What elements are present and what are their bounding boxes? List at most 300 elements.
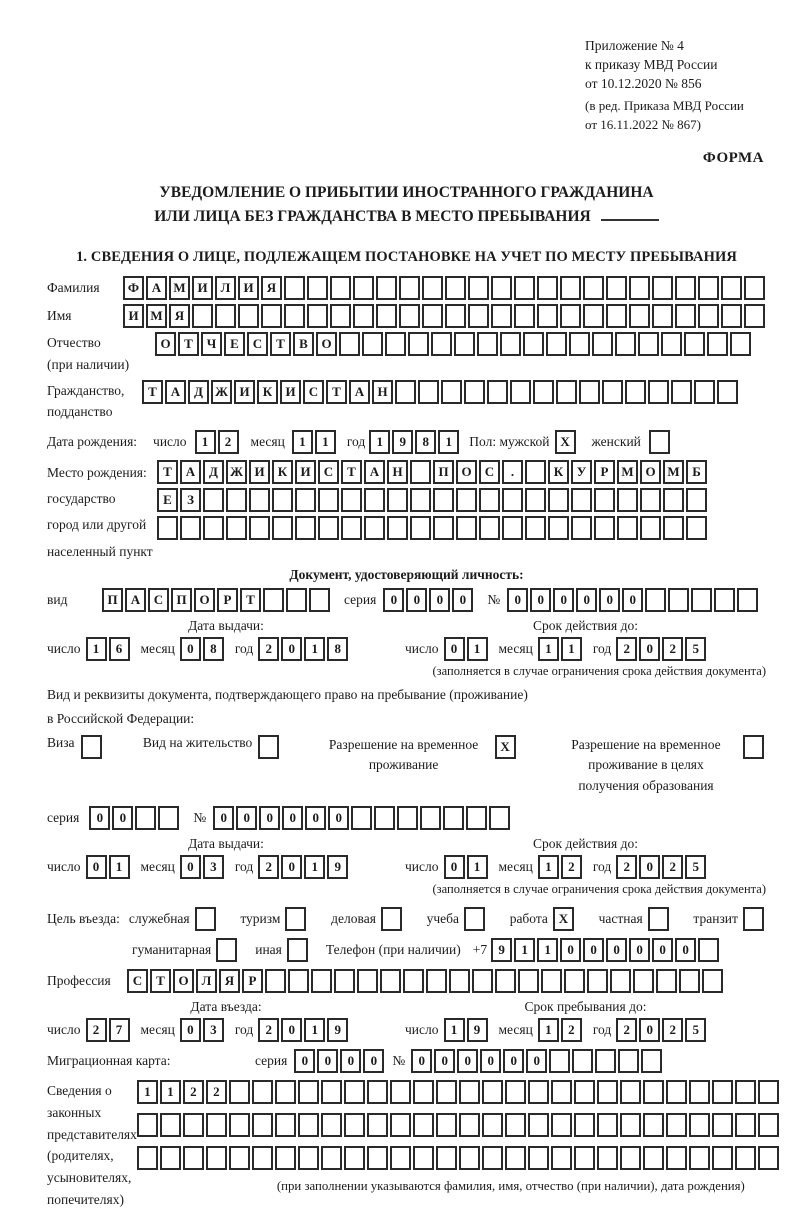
char-box[interactable]: Л — [215, 276, 236, 300]
purpose-tourism-checkbox[interactable] — [285, 907, 308, 931]
char-box[interactable] — [666, 1146, 687, 1170]
char-box[interactable] — [618, 1049, 639, 1073]
char-box[interactable] — [420, 806, 441, 830]
char-box[interactable] — [238, 304, 259, 328]
char-box[interactable] — [252, 1113, 273, 1137]
char-box[interactable] — [491, 276, 512, 300]
char-box[interactable]: 3 — [203, 1018, 224, 1042]
char-box[interactable] — [330, 304, 351, 328]
char-box[interactable] — [431, 332, 452, 356]
char-box[interactable] — [341, 516, 362, 540]
char-box[interactable]: 7 — [109, 1018, 130, 1042]
char-box[interactable]: 0 — [281, 1018, 302, 1042]
char-box[interactable]: 0 — [89, 806, 110, 830]
char-box[interactable] — [195, 907, 216, 931]
char-box[interactable]: Р — [594, 460, 615, 484]
char-box[interactable]: 1 — [514, 938, 535, 962]
char-box[interactable] — [615, 332, 636, 356]
char-box[interactable]: С — [303, 380, 324, 404]
char-box[interactable] — [689, 1146, 710, 1170]
char-box[interactable] — [364, 488, 385, 512]
char-box[interactable] — [433, 488, 454, 512]
char-box[interactable]: 1 — [369, 430, 390, 454]
char-box[interactable]: 0 — [480, 1049, 501, 1073]
char-box[interactable] — [479, 488, 500, 512]
char-box[interactable] — [652, 276, 673, 300]
char-box[interactable] — [663, 516, 684, 540]
char-box[interactable] — [537, 304, 558, 328]
char-box[interactable] — [649, 430, 670, 454]
char-box[interactable]: О — [173, 969, 194, 993]
char-box[interactable]: 2 — [561, 855, 582, 879]
char-box[interactable]: X — [555, 430, 576, 454]
char-box[interactable]: Т — [341, 460, 362, 484]
char-box[interactable]: И — [249, 460, 270, 484]
char-box[interactable]: 0 — [282, 806, 303, 830]
char-box[interactable]: 9 — [392, 430, 413, 454]
char-box[interactable] — [180, 516, 201, 540]
char-box[interactable]: 1 — [561, 637, 582, 661]
char-box[interactable]: 1 — [538, 1018, 559, 1042]
char-box[interactable] — [597, 1113, 618, 1137]
char-box[interactable]: О — [640, 460, 661, 484]
char-box[interactable] — [295, 488, 316, 512]
char-box[interactable]: 0 — [576, 588, 597, 612]
char-box[interactable]: К — [272, 460, 293, 484]
char-box[interactable]: И — [234, 380, 255, 404]
char-box[interactable]: Ч — [201, 332, 222, 356]
char-box[interactable] — [633, 969, 654, 993]
char-box[interactable]: Ф — [123, 276, 144, 300]
char-box[interactable] — [645, 588, 666, 612]
char-box[interactable]: У — [571, 460, 592, 484]
char-box[interactable]: 5 — [685, 855, 706, 879]
char-box[interactable] — [663, 488, 684, 512]
char-box[interactable]: 0 — [429, 588, 450, 612]
char-box[interactable] — [413, 1080, 434, 1104]
char-box[interactable] — [287, 938, 308, 962]
char-box[interactable] — [339, 332, 360, 356]
char-box[interactable]: 1 — [444, 1018, 465, 1042]
char-box[interactable] — [606, 304, 627, 328]
char-box[interactable]: 0 — [444, 637, 465, 661]
char-box[interactable] — [318, 488, 339, 512]
char-box[interactable] — [620, 1080, 641, 1104]
char-box[interactable]: К — [548, 460, 569, 484]
char-box[interactable] — [137, 1146, 158, 1170]
char-box[interactable] — [295, 516, 316, 540]
char-box[interactable] — [691, 588, 712, 612]
purpose-work-checkbox[interactable] — [553, 907, 576, 931]
char-box[interactable]: А — [146, 276, 167, 300]
char-box[interactable] — [684, 332, 705, 356]
char-box[interactable] — [410, 460, 431, 484]
char-box[interactable] — [364, 516, 385, 540]
char-box[interactable] — [479, 516, 500, 540]
char-box[interactable] — [491, 304, 512, 328]
char-box[interactable] — [422, 276, 443, 300]
char-box[interactable]: Р — [217, 588, 238, 612]
char-box[interactable]: М — [169, 276, 190, 300]
char-box[interactable]: 2 — [662, 855, 683, 879]
char-box[interactable]: 2 — [218, 430, 239, 454]
char-box[interactable] — [560, 304, 581, 328]
char-box[interactable] — [192, 304, 213, 328]
char-box[interactable] — [454, 332, 475, 356]
char-box[interactable]: 8 — [327, 637, 348, 661]
char-box[interactable] — [464, 380, 485, 404]
char-box[interactable]: С — [247, 332, 268, 356]
char-box[interactable]: 1 — [537, 938, 558, 962]
char-box[interactable] — [569, 332, 590, 356]
char-box[interactable] — [395, 380, 416, 404]
char-box[interactable]: Е — [224, 332, 245, 356]
char-box[interactable] — [468, 276, 489, 300]
char-box[interactable] — [226, 516, 247, 540]
char-box[interactable]: 2 — [258, 1018, 279, 1042]
char-box[interactable] — [275, 1113, 296, 1137]
char-box[interactable] — [721, 276, 742, 300]
char-box[interactable] — [694, 380, 715, 404]
char-box[interactable] — [525, 516, 546, 540]
char-box[interactable]: 0 — [259, 806, 280, 830]
char-box[interactable] — [689, 1080, 710, 1104]
char-box[interactable]: 8 — [415, 430, 436, 454]
char-box[interactable] — [579, 380, 600, 404]
char-box[interactable] — [459, 1113, 480, 1137]
char-box[interactable]: 2 — [616, 1018, 637, 1042]
char-box[interactable] — [528, 1146, 549, 1170]
char-box[interactable]: 0 — [622, 588, 643, 612]
char-box[interactable]: 1 — [195, 430, 216, 454]
char-box[interactable]: 0 — [406, 588, 427, 612]
char-box[interactable] — [272, 488, 293, 512]
char-box[interactable] — [571, 488, 592, 512]
char-box[interactable] — [594, 488, 615, 512]
char-box[interactable]: О — [194, 588, 215, 612]
char-box[interactable] — [648, 907, 669, 931]
char-box[interactable] — [258, 735, 279, 759]
char-box[interactable] — [666, 1113, 687, 1137]
char-box[interactable] — [344, 1113, 365, 1137]
char-box[interactable] — [311, 969, 332, 993]
char-box[interactable] — [712, 1146, 733, 1170]
char-box[interactable]: 0 — [281, 855, 302, 879]
char-box[interactable] — [698, 938, 719, 962]
char-box[interactable]: Н — [372, 380, 393, 404]
char-box[interactable] — [735, 1146, 756, 1170]
char-box[interactable] — [528, 1080, 549, 1104]
char-box[interactable] — [574, 1080, 595, 1104]
char-box[interactable] — [744, 276, 765, 300]
char-box[interactable]: 2 — [662, 1018, 683, 1042]
char-box[interactable]: 8 — [203, 637, 224, 661]
char-box[interactable]: 1 — [109, 855, 130, 879]
char-box[interactable]: 0 — [507, 588, 528, 612]
purpose-transit-checkbox[interactable] — [743, 907, 766, 931]
char-box[interactable] — [330, 276, 351, 300]
char-box[interactable]: 0 — [629, 938, 650, 962]
char-box[interactable]: 0 — [236, 806, 257, 830]
char-box[interactable]: М — [663, 460, 684, 484]
char-box[interactable] — [215, 304, 236, 328]
char-box[interactable] — [675, 276, 696, 300]
char-box[interactable] — [399, 304, 420, 328]
char-box[interactable] — [548, 488, 569, 512]
char-box[interactable] — [721, 304, 742, 328]
char-box[interactable] — [341, 488, 362, 512]
char-box[interactable]: И — [280, 380, 301, 404]
char-box[interactable] — [629, 304, 650, 328]
char-box[interactable] — [743, 735, 764, 759]
char-box[interactable] — [744, 304, 765, 328]
purpose-other-checkbox[interactable] — [287, 938, 310, 962]
char-box[interactable]: 0 — [503, 1049, 524, 1073]
char-box[interactable] — [441, 380, 462, 404]
char-box[interactable]: 0 — [530, 588, 551, 612]
char-box[interactable] — [714, 588, 735, 612]
sex-female-checkbox[interactable] — [649, 430, 672, 454]
char-box[interactable]: Т — [157, 460, 178, 484]
char-box[interactable] — [275, 1146, 296, 1170]
char-box[interactable] — [387, 516, 408, 540]
char-box[interactable] — [495, 969, 516, 993]
char-box[interactable] — [587, 969, 608, 993]
char-box[interactable]: 2 — [616, 855, 637, 879]
char-box[interactable]: И — [192, 276, 213, 300]
char-box[interactable]: Я — [261, 276, 282, 300]
purpose-official-checkbox[interactable] — [195, 907, 218, 931]
char-box[interactable] — [321, 1146, 342, 1170]
char-box[interactable] — [648, 380, 669, 404]
char-box[interactable] — [226, 488, 247, 512]
char-box[interactable] — [537, 276, 558, 300]
char-box[interactable] — [436, 1146, 457, 1170]
char-box[interactable]: 1 — [304, 1018, 325, 1042]
char-box[interactable]: 0 — [180, 1018, 201, 1042]
char-box[interactable]: З — [180, 488, 201, 512]
char-box[interactable] — [652, 304, 673, 328]
char-box[interactable] — [620, 1113, 641, 1137]
sex-male-checkbox[interactable] — [555, 430, 578, 454]
char-box[interactable] — [525, 460, 546, 484]
char-box[interactable] — [362, 332, 383, 356]
char-box[interactable] — [758, 1113, 779, 1137]
char-box[interactable]: 1 — [304, 637, 325, 661]
char-box[interactable] — [137, 1113, 158, 1137]
char-box[interactable] — [643, 1113, 664, 1137]
char-box[interactable]: И — [238, 276, 259, 300]
char-box[interactable]: 1 — [467, 855, 488, 879]
char-box[interactable]: П — [102, 588, 123, 612]
char-box[interactable] — [698, 276, 719, 300]
char-box[interactable] — [344, 1146, 365, 1170]
char-box[interactable]: 0 — [317, 1049, 338, 1073]
char-box[interactable] — [523, 332, 544, 356]
char-box[interactable]: 1 — [304, 855, 325, 879]
char-box[interactable] — [712, 1113, 733, 1137]
char-box[interactable]: 0 — [411, 1049, 432, 1073]
purpose-business-checkbox[interactable] — [381, 907, 404, 931]
char-box[interactable] — [572, 1049, 593, 1073]
char-box[interactable]: 1 — [538, 637, 559, 661]
char-box[interactable]: X — [495, 735, 516, 759]
char-box[interactable] — [482, 1080, 503, 1104]
char-box[interactable] — [284, 304, 305, 328]
char-box[interactable] — [426, 969, 447, 993]
char-box[interactable] — [344, 1080, 365, 1104]
char-box[interactable] — [551, 1080, 572, 1104]
char-box[interactable]: 0 — [599, 588, 620, 612]
char-box[interactable] — [445, 276, 466, 300]
char-box[interactable] — [666, 1080, 687, 1104]
char-box[interactable]: 0 — [639, 637, 660, 661]
char-box[interactable]: С — [148, 588, 169, 612]
purpose-private-checkbox[interactable] — [648, 907, 671, 931]
char-box[interactable] — [487, 380, 508, 404]
char-box[interactable] — [505, 1146, 526, 1170]
char-box[interactable]: 2 — [258, 855, 279, 879]
char-box[interactable] — [525, 488, 546, 512]
char-box[interactable] — [408, 332, 429, 356]
char-box[interactable]: М — [617, 460, 638, 484]
char-box[interactable]: Д — [203, 460, 224, 484]
char-box[interactable] — [229, 1080, 250, 1104]
char-box[interactable] — [183, 1113, 204, 1137]
purpose-humanitarian-checkbox[interactable] — [216, 938, 239, 962]
char-box[interactable] — [466, 806, 487, 830]
char-box[interactable]: 5 — [685, 1018, 706, 1042]
char-box[interactable]: В — [293, 332, 314, 356]
char-box[interactable] — [556, 380, 577, 404]
char-box[interactable] — [574, 1113, 595, 1137]
char-box[interactable] — [620, 1146, 641, 1170]
char-box[interactable] — [261, 304, 282, 328]
char-box[interactable] — [583, 276, 604, 300]
char-box[interactable]: А — [180, 460, 201, 484]
char-box[interactable]: 2 — [86, 1018, 107, 1042]
char-box[interactable]: 0 — [328, 806, 349, 830]
char-box[interactable] — [252, 1146, 273, 1170]
char-box[interactable] — [284, 276, 305, 300]
char-box[interactable]: 0 — [363, 1049, 384, 1073]
char-box[interactable]: 5 — [685, 637, 706, 661]
char-box[interactable]: А — [349, 380, 370, 404]
char-box[interactable]: Л — [196, 969, 217, 993]
char-box[interactable]: 0 — [434, 1049, 455, 1073]
char-box[interactable] — [549, 1049, 570, 1073]
char-box[interactable]: 1 — [86, 637, 107, 661]
char-box[interactable] — [689, 1113, 710, 1137]
char-box[interactable]: Т — [270, 332, 291, 356]
char-box[interactable] — [456, 516, 477, 540]
char-box[interactable]: 0 — [180, 855, 201, 879]
char-box[interactable] — [321, 1113, 342, 1137]
char-box[interactable]: Т — [150, 969, 171, 993]
char-box[interactable] — [643, 1146, 664, 1170]
char-box[interactable] — [298, 1146, 319, 1170]
char-box[interactable] — [514, 276, 535, 300]
char-box[interactable] — [606, 276, 627, 300]
char-box[interactable] — [307, 276, 328, 300]
char-box[interactable] — [571, 516, 592, 540]
char-box[interactable] — [216, 938, 237, 962]
char-box[interactable]: Б — [686, 460, 707, 484]
char-box[interactable] — [640, 488, 661, 512]
char-box[interactable] — [81, 735, 102, 759]
char-box[interactable] — [307, 304, 328, 328]
char-box[interactable]: 0 — [639, 1018, 660, 1042]
char-box[interactable] — [597, 1146, 618, 1170]
char-box[interactable] — [564, 969, 585, 993]
char-box[interactable] — [206, 1113, 227, 1137]
char-box[interactable] — [353, 276, 374, 300]
char-box[interactable] — [321, 1080, 342, 1104]
char-box[interactable] — [758, 1146, 779, 1170]
char-box[interactable]: 1 — [315, 430, 336, 454]
char-box[interactable] — [702, 969, 723, 993]
char-box[interactable] — [548, 516, 569, 540]
char-box[interactable] — [518, 969, 539, 993]
char-box[interactable]: 2 — [616, 637, 637, 661]
char-box[interactable] — [449, 969, 470, 993]
char-box[interactable]: С — [127, 969, 148, 993]
char-box[interactable]: И — [295, 460, 316, 484]
char-box[interactable]: С — [318, 460, 339, 484]
char-box[interactable]: Д — [188, 380, 209, 404]
char-box[interactable] — [252, 1080, 273, 1104]
char-box[interactable] — [263, 588, 284, 612]
char-box[interactable] — [445, 304, 466, 328]
char-box[interactable] — [502, 516, 523, 540]
char-box[interactable] — [374, 806, 395, 830]
char-box[interactable] — [505, 1080, 526, 1104]
char-box[interactable] — [505, 1113, 526, 1137]
char-box[interactable] — [418, 380, 439, 404]
char-box[interactable] — [309, 588, 330, 612]
char-box[interactable]: А — [364, 460, 385, 484]
char-box[interactable] — [387, 488, 408, 512]
char-box[interactable] — [640, 516, 661, 540]
char-box[interactable]: 2 — [561, 1018, 582, 1042]
char-box[interactable] — [656, 969, 677, 993]
char-box[interactable] — [594, 516, 615, 540]
char-box[interactable] — [675, 304, 696, 328]
char-box[interactable] — [625, 380, 646, 404]
char-box[interactable]: X — [553, 907, 574, 931]
char-box[interactable] — [390, 1146, 411, 1170]
char-box[interactable]: Т — [240, 588, 261, 612]
char-box[interactable]: 0 — [675, 938, 696, 962]
char-box[interactable]: 0 — [652, 938, 673, 962]
char-box[interactable] — [399, 276, 420, 300]
char-box[interactable] — [574, 1146, 595, 1170]
char-box[interactable]: С — [479, 460, 500, 484]
char-box[interactable] — [410, 516, 431, 540]
char-box[interactable] — [206, 1146, 227, 1170]
char-box[interactable] — [183, 1146, 204, 1170]
char-box[interactable]: 2 — [662, 637, 683, 661]
char-box[interactable]: 0 — [112, 806, 133, 830]
char-box[interactable] — [617, 516, 638, 540]
char-box[interactable]: 0 — [294, 1049, 315, 1073]
char-box[interactable] — [541, 969, 562, 993]
char-box[interactable]: 0 — [639, 855, 660, 879]
char-box[interactable]: А — [165, 380, 186, 404]
char-box[interactable] — [160, 1146, 181, 1170]
char-box[interactable]: 1 — [137, 1080, 158, 1104]
char-box[interactable]: 6 — [109, 637, 130, 661]
